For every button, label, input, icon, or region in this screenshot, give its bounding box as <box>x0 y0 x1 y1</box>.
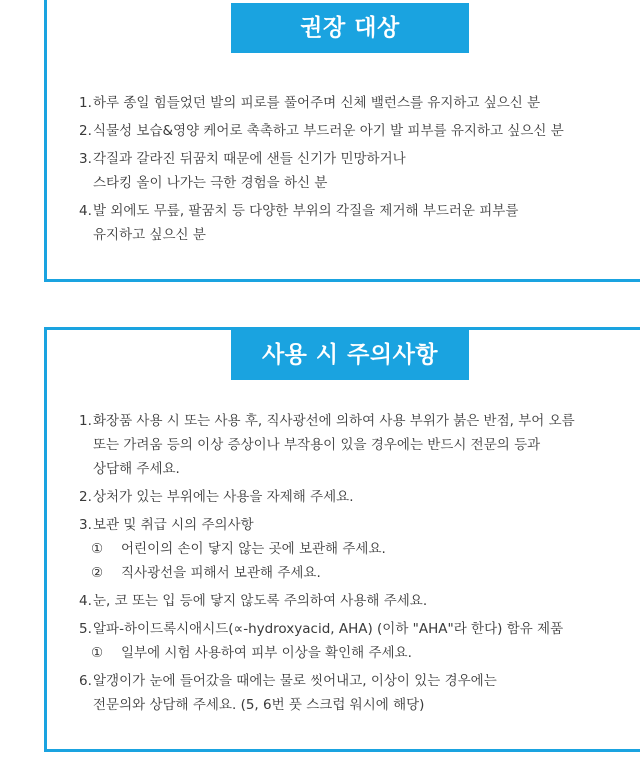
list-item-number: 2. <box>79 123 92 139</box>
list-item-line: 알파-하이드록시애시드(∝-hydroxyacid, AHA) (이하 "AHA"라 한다) 함유 제품 <box>93 621 564 637</box>
sub-item-text: 어린이의 손이 닿지 않는 곳에 보관해 주세요. <box>121 541 386 557</box>
list-item-line: 각질과 갈라진 뒤꿈치 때문에 샌들 신기가 민망하거나 <box>93 151 406 167</box>
list-item-number: 4. <box>79 593 92 609</box>
list-item <box>79 589 640 613</box>
list-item-number: 5. <box>79 621 92 637</box>
list-item-line: 식물성 보습&영양 케어로 촉촉하고 부드러운 아기 발 피부를 유지하고 싶으신 분 <box>93 123 564 139</box>
sub-item-text: 일부에 시험 사용하여 피부 이상을 확인해 주세요. <box>121 645 412 661</box>
list-item-number: 1. <box>79 95 92 111</box>
cautions-list <box>79 409 640 717</box>
list-item-line: 발 외에도 무릎, 팔꿈치 등 다양한 부위의 각질을 제거해 부드러운 피부를 <box>93 203 519 219</box>
list-item <box>79 485 640 509</box>
list-item-line: 상담해 주세요. <box>93 461 180 477</box>
list-item-line: 전문의와 상담해 주세요. (5, 6번 풋 스크럽 워시에 해당) <box>93 697 425 713</box>
cautions-title: 사용 시 주의사항 <box>231 330 469 380</box>
sub-list-item <box>79 561 640 585</box>
list-item-number: 6. <box>79 673 92 689</box>
list-item-number: 3. <box>79 517 92 533</box>
list-item-line: 보관 및 취급 시의 주의사항 <box>93 517 254 533</box>
recommended-section <box>44 0 640 282</box>
sub-list-item <box>79 537 640 561</box>
list-item-number: 4. <box>79 203 92 219</box>
list-item-text <box>93 119 564 143</box>
list-item-text <box>93 669 497 717</box>
list-item-line: 눈, 코 또는 입 등에 닿지 않도록 주의하여 사용해 주세요. <box>93 593 428 609</box>
list-item-text <box>93 617 563 641</box>
list-item-line: 유지하고 싶으신 분 <box>93 227 206 243</box>
list-item-number: 3. <box>79 151 92 167</box>
cautions-section <box>44 327 640 752</box>
list-item-line: 또는 가려움 등의 이상 증상이나 부작용이 있을 경우에는 반드시 전문의 등과 <box>93 437 541 453</box>
list-item-text <box>93 147 406 195</box>
list-item-number: 1. <box>79 413 92 429</box>
recommended-list <box>79 91 640 247</box>
list-item <box>79 119 640 143</box>
list-item <box>79 147 640 195</box>
list-item <box>79 91 640 115</box>
list-item-text <box>93 199 518 247</box>
list-item-text <box>93 409 575 481</box>
list-item-text <box>93 485 354 509</box>
list-item-line: 상처가 있는 부위에는 사용을 자제해 주세요. <box>93 489 354 505</box>
list-item-line: 화장품 사용 시 또는 사용 후, 직사광선에 의하여 사용 부위가 붉은 반점, 부어 오름 <box>93 413 575 429</box>
list-item <box>79 513 640 537</box>
list-item-line: 스타킹 올이 나가는 극한 경험을 하신 분 <box>93 175 328 191</box>
list-item <box>79 409 640 481</box>
list-item-text <box>93 91 540 115</box>
list-item-text <box>93 589 427 613</box>
sub-item-marker: ① <box>91 645 104 661</box>
sub-item-marker: ① <box>91 541 104 557</box>
list-item <box>79 669 640 717</box>
sub-item-marker: ② <box>91 565 104 581</box>
sub-list-item <box>79 641 640 665</box>
list-item <box>79 199 640 247</box>
sub-item-text: 직사광선을 피해서 보관해 주세요. <box>121 565 321 581</box>
list-item-text <box>93 513 254 537</box>
recommended-title: 권장 대상 <box>231 3 469 53</box>
list-item-number: 2. <box>79 489 92 505</box>
list-item-line: 알갱이가 눈에 들어갔을 때에는 물로 씻어내고, 이상이 있는 경우에는 <box>93 673 497 689</box>
list-item-line: 하루 종일 힘들었던 발의 피로를 풀어주며 신체 밸런스를 유지하고 싶으신 분 <box>93 95 541 111</box>
list-item <box>79 617 640 641</box>
